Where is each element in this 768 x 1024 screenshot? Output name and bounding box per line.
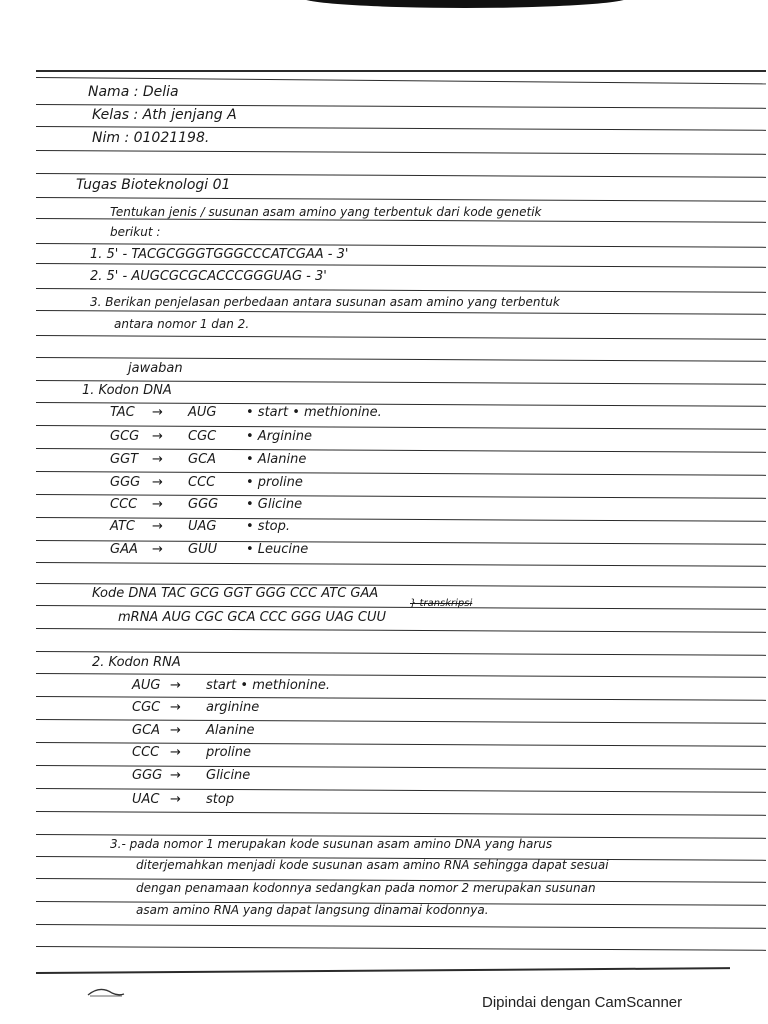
mrna-codon: CCC [188,475,216,490]
mrna-codon: GUU [188,542,218,557]
ruled-line [36,425,766,430]
rna-codon: CCC [132,745,160,760]
amino-acid: • Leucine [246,542,309,557]
amino-acid: • Glicine [246,497,303,512]
dna-codon: GCG [110,429,140,444]
explanation-line: 3.- pada nomor 1 merupakan kode susunan asam amino DNA yang harus [110,837,553,851]
question-item-2: 2. 5' - AUGCGCGCACCCGGGUAG - 3' [90,269,327,284]
ruled-line [36,150,766,155]
ruled-line [36,448,766,453]
ruled-line [36,540,766,545]
instruction-line-2: berikut : [110,225,161,239]
rna-codon: UAC [132,792,160,807]
explanation-line: dengan penamaan kodonnya sedangkan pada nomor 2 merupakan susunan [136,881,596,895]
question-item-3-line-2: antara nomor 1 dan 2. [114,317,250,331]
dna-codon: GGG [110,475,141,490]
mrna-line: mRNA AUG CGC GCA CCC GGG UAG CUU [118,610,387,625]
rna-codon: GGG [132,768,163,783]
camscanner-watermark: Dipindai dengan CamScanner [482,994,683,1011]
amino-acid: start • methionine. [206,678,330,693]
ruled-line [36,335,766,340]
arrow-icon: → [152,405,163,420]
section-2-title: 2. Kodon RNA [92,655,181,670]
signature-scribble [86,987,126,997]
ruled-line [36,967,730,974]
rna-codon: CGC [132,700,161,715]
assignment-title: Tugas Bioteknologi 01 [76,177,231,193]
arrow-icon: → [152,519,163,534]
amino-acid: proline [206,745,252,760]
ruled-line [36,310,766,315]
mrna-codon: CGC [188,429,217,444]
ruled-line [36,562,766,567]
amino-acid: • proline [246,475,303,490]
ruled-line [36,811,766,816]
amino-acid: • Arginine [246,429,312,444]
ruled-line [36,263,766,268]
ruled-line [36,946,766,951]
ruled-line [36,494,766,499]
amino-acid: arginine [206,700,260,715]
mrna-codon: GGG [188,497,219,512]
ruled-line [36,628,766,633]
ruled-line [36,402,766,407]
amino-acid: stop [206,792,235,807]
arrow-icon: → [152,542,163,557]
ruled-line [36,197,766,202]
student-class: Kelas : Ath jenjang A [92,107,237,123]
ruled-line [36,924,766,929]
rna-codon: GCA [132,723,161,738]
dna-codon: GAA [110,542,138,557]
rna-codon: AUG [132,678,161,693]
mrna-codon: GCA [188,452,217,467]
scan-edge-shadow [300,0,630,8]
arrow-icon: → [170,678,181,693]
arrow-icon: → [152,497,163,512]
ruled-line [36,517,766,522]
arrow-icon: → [152,429,163,444]
amino-acid: • stop. [246,519,291,534]
question-item-1: 1. 5' - TACGCGGGTGGGCCCATCGAA - 3' [90,247,349,262]
amino-acid: • start • methionine. [246,405,382,420]
amino-acid: • Alanine [246,452,307,467]
mrna-codon: AUG [188,405,217,420]
amino-acid: Glicine [206,768,251,783]
arrow-icon: → [170,792,181,807]
explanation-line: asam amino RNA yang dapat langsung dinamai kodonnya. [136,903,489,917]
arrow-icon: → [170,723,181,738]
ruled-line [36,70,766,72]
mrna-codon: UAG [188,519,217,534]
answer-heading: jawaban [128,361,183,376]
arrow-icon: → [152,452,163,467]
ruled-line [36,288,766,293]
dna-codon: TAC [110,405,135,420]
ruled-line [36,471,766,476]
kode-dna-line: Kode DNA TAC GCG GGT GGG CCC ATC GAA [92,586,379,601]
dna-codon: ATC [110,519,135,534]
arrow-icon: → [152,475,163,490]
amino-acid: Alanine [206,723,255,738]
arrow-icon: → [170,768,181,783]
dna-codon: GGT [110,452,139,467]
question-item-3-line-1: 3. Berikan penjelasan perbedaan antara susunan asam amino yang terbentuk [90,295,560,309]
arrow-icon: → [170,700,181,715]
arrow-icon: → [170,745,181,760]
dna-codon: CCC [110,497,138,512]
section-1-title: 1. Kodon DNA [82,383,172,398]
student-name: Nama : Delia [88,84,179,100]
student-nim: Nim : 01021198. [92,130,210,146]
transkripsi-note: } transkripsi [410,598,473,609]
explanation-line: diterjemahkan menjadi kode susunan asam amino RNA sehingga dapat sesuai [136,858,609,872]
instruction-line-1: Tentukan jenis / susunan asam amino yang terbentuk dari kode genetik [110,205,542,219]
